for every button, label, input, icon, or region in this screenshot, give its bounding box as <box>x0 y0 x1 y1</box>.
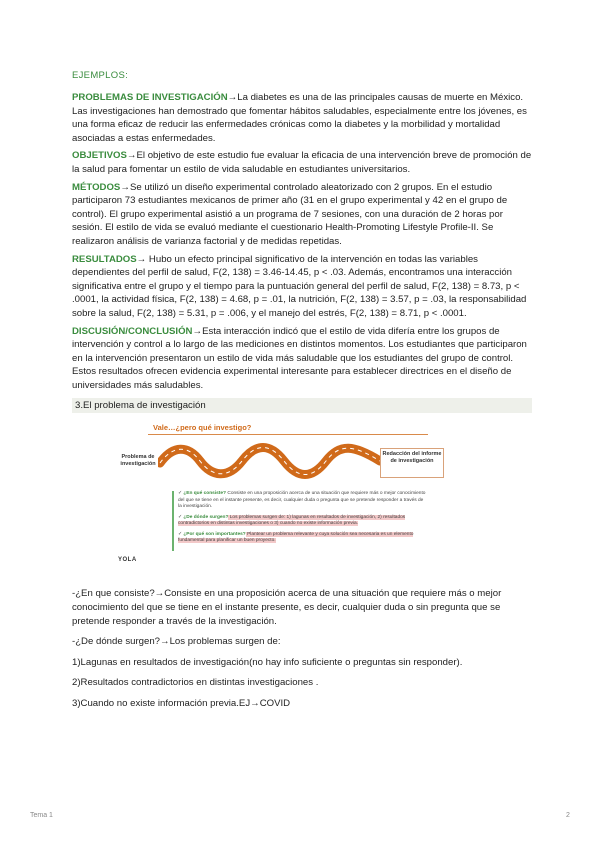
figure-bullet-text: Los problemas surgen de: 1) lagunas en resultados de investigación, 2) resultados contradictorios en distintas investigaciones o 3) cuando no existe información previa. <box>178 514 406 527</box>
winding-road-icon <box>158 441 383 481</box>
explanation-line: 1)Lagunas en resultados de investigación(no hay info suficiente o preguntas sin responder). <box>72 656 463 668</box>
explanation-line: 2)Resultados contradictorios en distintas investigaciones . <box>72 677 319 689</box>
block-text: → Hubo un efecto principal significativo de la intervención en todas las variables dependientes del perfil de salud, F(2, 138) = 3.46-14.45, p < .03. Además, encontramos una interacción significativa entre el grupo y el tiempo para la puntuación general del perfil de salud, F(2, 138) = 8.73, p < .0001, la actividad física, F(2, 138) = 4.68, p = .01, la nutrición, F(2, 138) = 3.57, p = .03, la responsabilidad sobre la salud, F(2, 138) = 5.31, p = .006, y el manejo del estrés, F(2, 138) = 8.71, p < .0001. <box>72 253 527 319</box>
explanation-line: -¿De dónde surgen?→Los problemas surgen de: <box>72 636 281 648</box>
footer-page-number: 2 <box>566 812 570 819</box>
figure-bullet: ✓ ¿De dónde surgen? Los problemas surgen de: 1) lagunas en resultados de investigación, 2) resultados contradictorios en distintas investigaciones o 3) cuando no existe información previa. <box>178 514 406 527</box>
figure-bullets <box>178 491 428 548</box>
block-objetivos <box>72 149 532 176</box>
figure-left-label: Problema de investigación <box>120 454 156 468</box>
block-keyword: OBJETIVOS <box>72 150 127 162</box>
block-keyword: RESULTADOS <box>72 253 137 265</box>
explanation-line: 3)Cuando no existe información previa.EJ→COVID <box>72 698 291 710</box>
figure-right-label: Redacción del informe de investigación <box>380 448 444 478</box>
figure-bullet: ✓ ¿Por qué son importantes? Plantear un problema relevante y cuya solución sea necesaria es un elemento fundamental para planificar un buen proyecto. <box>178 531 414 543</box>
block-text: →La diabetes es una de las principales causas de muerte en México. Las investigaciones han demostrado que fomentar hábitos saludables, especialmente entre los jóvenes, es una forma eficaz de reducir las enfermedades crónicas como la diabetes y la morbilidad y mortalidad asociadas a estas enfermedades. <box>72 92 527 144</box>
figure-bullet: ✓ ¿En qué consiste? Consiste en una proposición acerca de una situación que requiere más o mejor conocimiento del que se tiene en el instante presente, es decir, cualquier duda o pregunta que se pretende responder a través de la investigación. <box>178 491 426 510</box>
block-resultados <box>72 253 532 321</box>
block-metodos <box>72 181 532 249</box>
footer-topic: Tema 1 <box>30 812 53 819</box>
explanation-line: -¿En que consiste?→Consiste en una proposición acerca de una situación que requiere más o mejor conocimiento del que se tiene en el instante presente, es decir, cualquier duda o sin pregunta que se pretende responder a través de la investigación. <box>72 588 502 627</box>
figure-bullet-text: Consiste en una proposición acerca de una situación que requiere más o mejor conocimiento del que se tiene en el instante presente, es decir, cualquier duda o pregunta que se pretende responder a través de la investigación. <box>178 491 426 510</box>
figure-bullet-bar <box>172 491 174 551</box>
examples-blocks <box>72 91 532 392</box>
block-problemas <box>72 91 532 145</box>
block-text: →Se utilizó un diseño experimental controlado aleatorizado con 2 grupos. En el estudio participaron 73 estudiantes mexicanos de primer año (31 en el grupo experimental y 42 en el grupo de control). El grupo experimental asistió a un programa de 7 sesiones, con una duración de 2 horas por sesión. El estilo de vida se evaluó mediante el cuestionario Health-Promoting Lifestyle Profile-II. Se realizaron análisis de varianza factorial y de medidas repetidas. <box>72 181 508 247</box>
block-keyword: PROBLEMAS DE INVESTIGACIÓN <box>72 92 228 103</box>
block-keyword: DISCUSIÓN/CONCLUSIÓN <box>72 325 193 337</box>
research-problem-figure <box>118 423 488 573</box>
figure-bullet-key: ¿Por qué son importantes? <box>183 531 246 537</box>
figure-bullet-text: Plantear un problema relevante y cuya solución sea necesaria es un elemento fundamental para planificar un buen proyecto. <box>178 531 414 543</box>
examples-heading: EJEMPLOS: <box>72 70 129 81</box>
figure-bullet-key: ¿De dónde surgen? <box>183 514 229 520</box>
block-text: →Esta interacción indicó que el estilo de vida difería entre los grupos de intervención y control a lo largo de las mediciones en distintos momentos. Los estudiantes que participaron en la intervención presentaron un estilo de vida más saludable que los estudiantes del grupo de control. Estos resultados ofrecen evidencia experimental interesante para establecer directrices en el diseño de universidades más saludables. <box>72 325 527 391</box>
explanation-section <box>72 587 532 710</box>
figure-logo: YOLA <box>118 557 137 564</box>
block-keyword: MÉTODOS <box>72 181 121 193</box>
block-discusion <box>72 325 532 393</box>
page-content <box>72 70 532 718</box>
section-title: 3.El problema de investigación <box>72 398 532 413</box>
figure-title-underline <box>148 434 428 435</box>
figure-bullet-key: ¿En qué consiste? <box>183 491 227 497</box>
figure-title: Vale…¿pero qué investigo? <box>153 423 252 433</box>
block-text: →El objetivo de este estudio fue evaluar la eficacia de una intervención breve de promoción de la salud para fomentar un estilo de vida saludable en estudiantes universitarios. <box>72 150 532 175</box>
